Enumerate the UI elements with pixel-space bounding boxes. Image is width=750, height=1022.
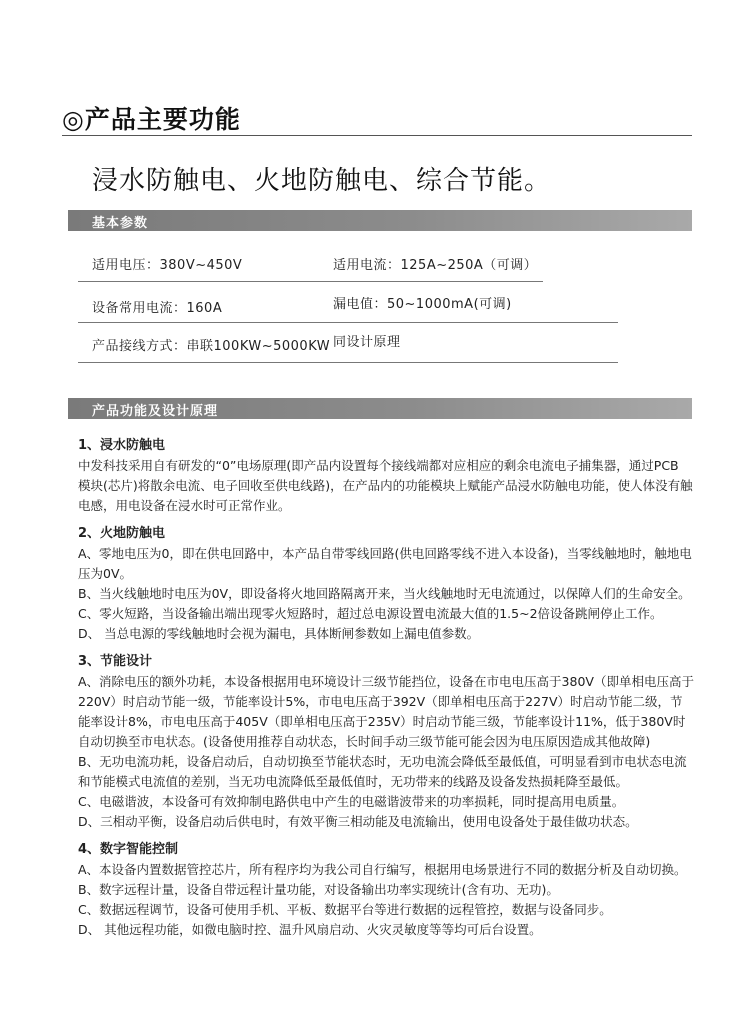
section-4-item-a: A、本设备内置数据管控芯片，所有程序均为我公司自行编写，根据用电场景进行不同的数据分析及自动切换。 (78, 862, 687, 877)
principles-header (68, 398, 692, 419)
param-current: 适用电流：125A~250A（可调） (333, 258, 538, 273)
section-4-item-c: C、数据远程调节，设备可使用手机、平板、数据平台等进行数据的远程管控，数据与设备同步。 (78, 902, 612, 917)
param-divider-2 (78, 322, 618, 323)
section-3-item-c: C、电磁谐波，本设备可有效抑制电路供电中产生的电磁谐波带来的功率损耗，同时提高用电质量。 (78, 794, 625, 809)
section-4-item-b: B、数字远程计量，设备自带远程计量功能，对设备输出功率实现统计(含有功、无功)。 (78, 882, 559, 897)
section-2-item-c: C、零火短路，当设备输出端出现零火短路时，超过总电源设置电流最大值的1.5~2倍设备跳闸停止工作。 (78, 606, 663, 621)
section-3-item-d: D、三相动平衡，设备启动后供电时，有效平衡三相动能及电流输出，使用电设备处于最佳做功状态。 (78, 814, 638, 829)
feature-headline: 浸水防触电、火地防触电、综合节能。 (92, 166, 552, 196)
section-4-title: 4、数字智能控制 (78, 842, 179, 857)
section-1-text: 中发科技采用自有研发的“0”电场原理(即产品内设置每个接线端都对应相应的剩余电流电子捕集器，通过PCB 模块(芯片)将散余电流、电子回收至供电线路)，在产品内的功能模块上赋能产品浸水防触电功能，使人体没有触电感，用电设备在浸水时可正常作业。 (78, 458, 693, 513)
section-3-item-a: A、消除电压的额外功耗，本设备根据用电环境设计三级节能挡位，设备在市电电压高于380V（即单相电压高于220V）时启动节能一级，节能率设计5%，市电电压高于392V（即单相电压高于227V）时启动节能二级，节能率设计8%，市电电压高于405V（即单相电压高于235V）时启动节能三级，节能率设计11%，低于380V时自动切换至市电状态。(设备使用推荐自动状态，长时间手动三级节能可能会因为电压原因造成其他故障) (78, 674, 694, 749)
basic-params-header-label: 基本参数 (92, 216, 149, 231)
title-divider (62, 135, 692, 136)
section-2-item-b: B、当火线触地时电压为0V，即设备将火地回路隔离开来，当火线触地时无电流通过，以保障人们的生命安全。 (78, 586, 691, 601)
section-4-item-d: D、 其他远程功能，如微电脑时控、温升风扇启动、火灾灵敏度等等均可后台设置。 (78, 922, 542, 937)
section-2-title: 2、火地防触电 (78, 526, 166, 541)
section-2-item-d: D、 当总电源的零线触地时会视为漏电，具体断闸参数如上漏电值参数。 (78, 626, 480, 641)
param-wiring: 产品接线方式：串联100KW~5000KW (92, 339, 331, 354)
section-3-title: 3、节能设计 (78, 654, 153, 669)
param-design: 同设计原理 (333, 335, 401, 350)
principles-content (78, 434, 694, 940)
page-title: ◎产品主要功能 (62, 105, 241, 134)
section-3-item-b: B、无功电流功耗，设备启动后，自动切换至节能状态时，无功电流会降低至最低值，可明显看到市电状态电流和节能模式电流值的差别，当无功电流降低至最低值时，无功带来的线路及设备发热损耗降至最低。 (78, 754, 687, 789)
section-2-item-a: A、零地电压为0，即在供电回路中，本产品自带零线回路(供电回路零线不进入本设备)，当零线触地时，触地电压为0V。 (78, 546, 692, 581)
param-divider-1 (78, 281, 543, 282)
basic-params-header (68, 210, 692, 231)
param-leakage: 漏电值：50~1000mA(可调) (333, 297, 512, 312)
param-divider-3 (78, 362, 618, 363)
principles-header-label: 产品功能及设计原理 (92, 404, 219, 419)
param-voltage: 适用电压：380V~450V (92, 258, 243, 273)
param-rated-current: 设备常用电流：160A (92, 301, 223, 316)
section-1-title: 1、浸水防触电 (78, 438, 166, 453)
